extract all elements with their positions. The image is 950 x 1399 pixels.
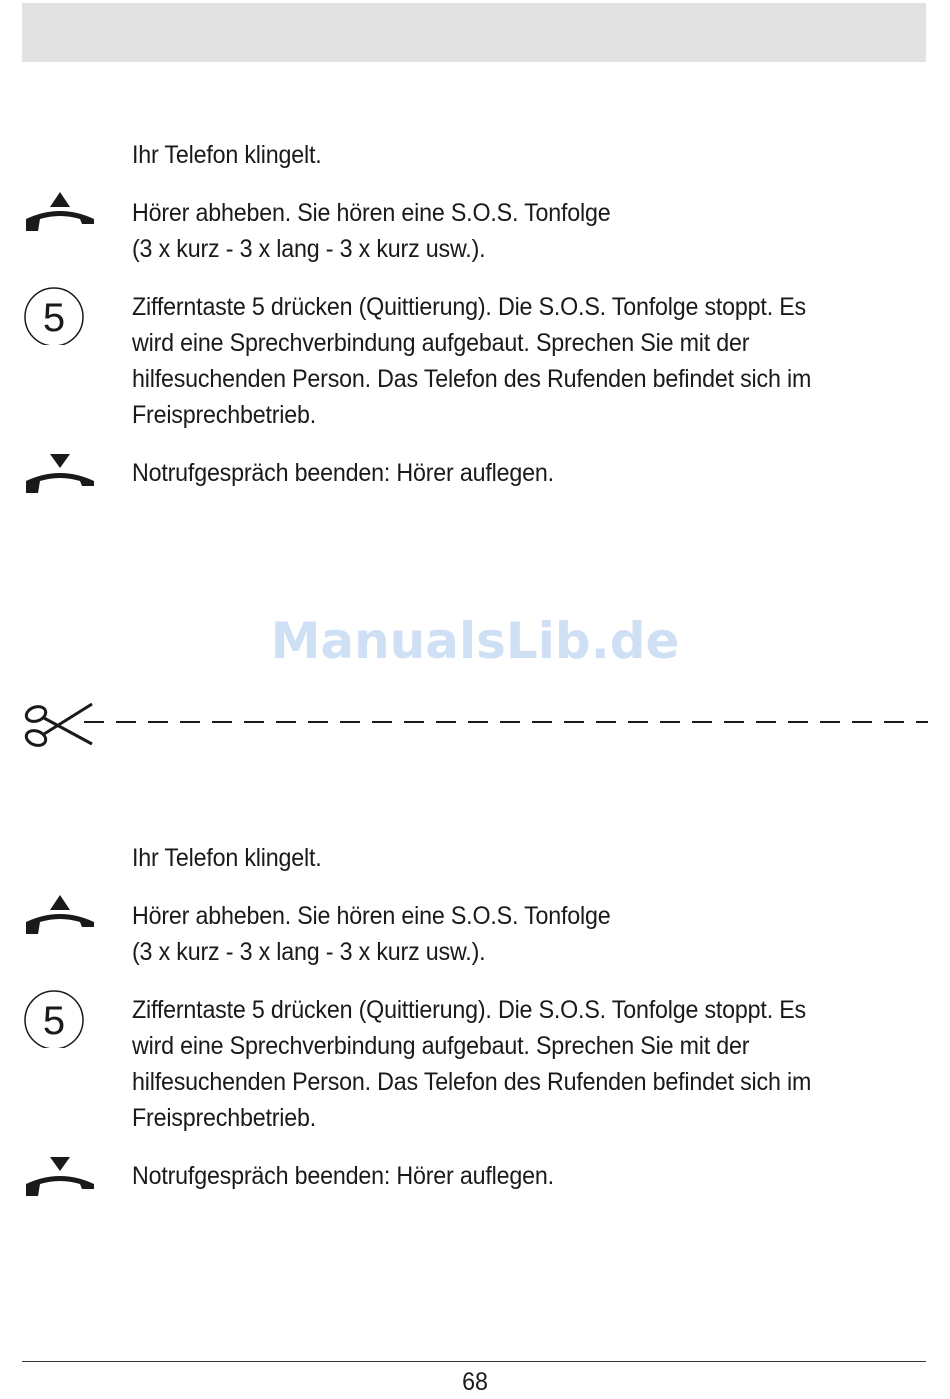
- step-text: Notrufgespräch beenden: Hörer auflegen.: [132, 459, 554, 487]
- handset-lift-icon: [22, 191, 98, 239]
- header-bar: [22, 3, 926, 62]
- handset-hangup-icon: [22, 1156, 98, 1204]
- step-text: Zifferntaste 5 drücken (Quittierung). Die S.O.S. Tonfolge stoppt. Es wird eine Sprechverbindung aufgebaut. Sprechen Sie mit der hilfesuchenden Person. Das Telefon des Rufenden befindet sich im Freisprechbetrieb.: [132, 996, 812, 1132]
- key-5-icon: [22, 988, 98, 1048]
- key-5-label: 5: [42, 296, 66, 340]
- handset-lift-icon: [22, 894, 98, 942]
- step-text: Hörer abheben. Sie hören eine S.O.S. Tonfolge (3 x kurz - 3 x lang - 3 x kurz usw.).: [132, 902, 611, 966]
- step-text: Notrufgespräch beenden: Hörer auflegen.: [132, 1162, 554, 1190]
- cut-line: [22, 696, 928, 756]
- watermark: ManualsLib.de: [270, 612, 680, 670]
- key-5-icon: [22, 285, 98, 345]
- step-text: Hörer abheben. Sie hören eine S.O.S. Tonfolge (3 x kurz - 3 x lang - 3 x kurz usw.).: [132, 199, 611, 263]
- step-text: Ihr Telefon klingelt.: [132, 844, 322, 872]
- page-number: 68: [462, 1368, 488, 1396]
- key-5-label: 5: [42, 999, 66, 1043]
- scissors-icon: [24, 704, 92, 748]
- step-text: Zifferntaste 5 drücken (Quittierung). Die S.O.S. Tonfolge stoppt. Es wird eine Sprechverbindung aufgebaut. Sprechen Sie mit der hilfesuchenden Person. Das Telefon des Rufenden befindet sich im Freisprechbetrieb.: [132, 293, 812, 429]
- handset-hangup-icon: [22, 453, 98, 501]
- step-text: Ihr Telefon klingelt.: [132, 141, 322, 169]
- footer-rule: [22, 1361, 926, 1362]
